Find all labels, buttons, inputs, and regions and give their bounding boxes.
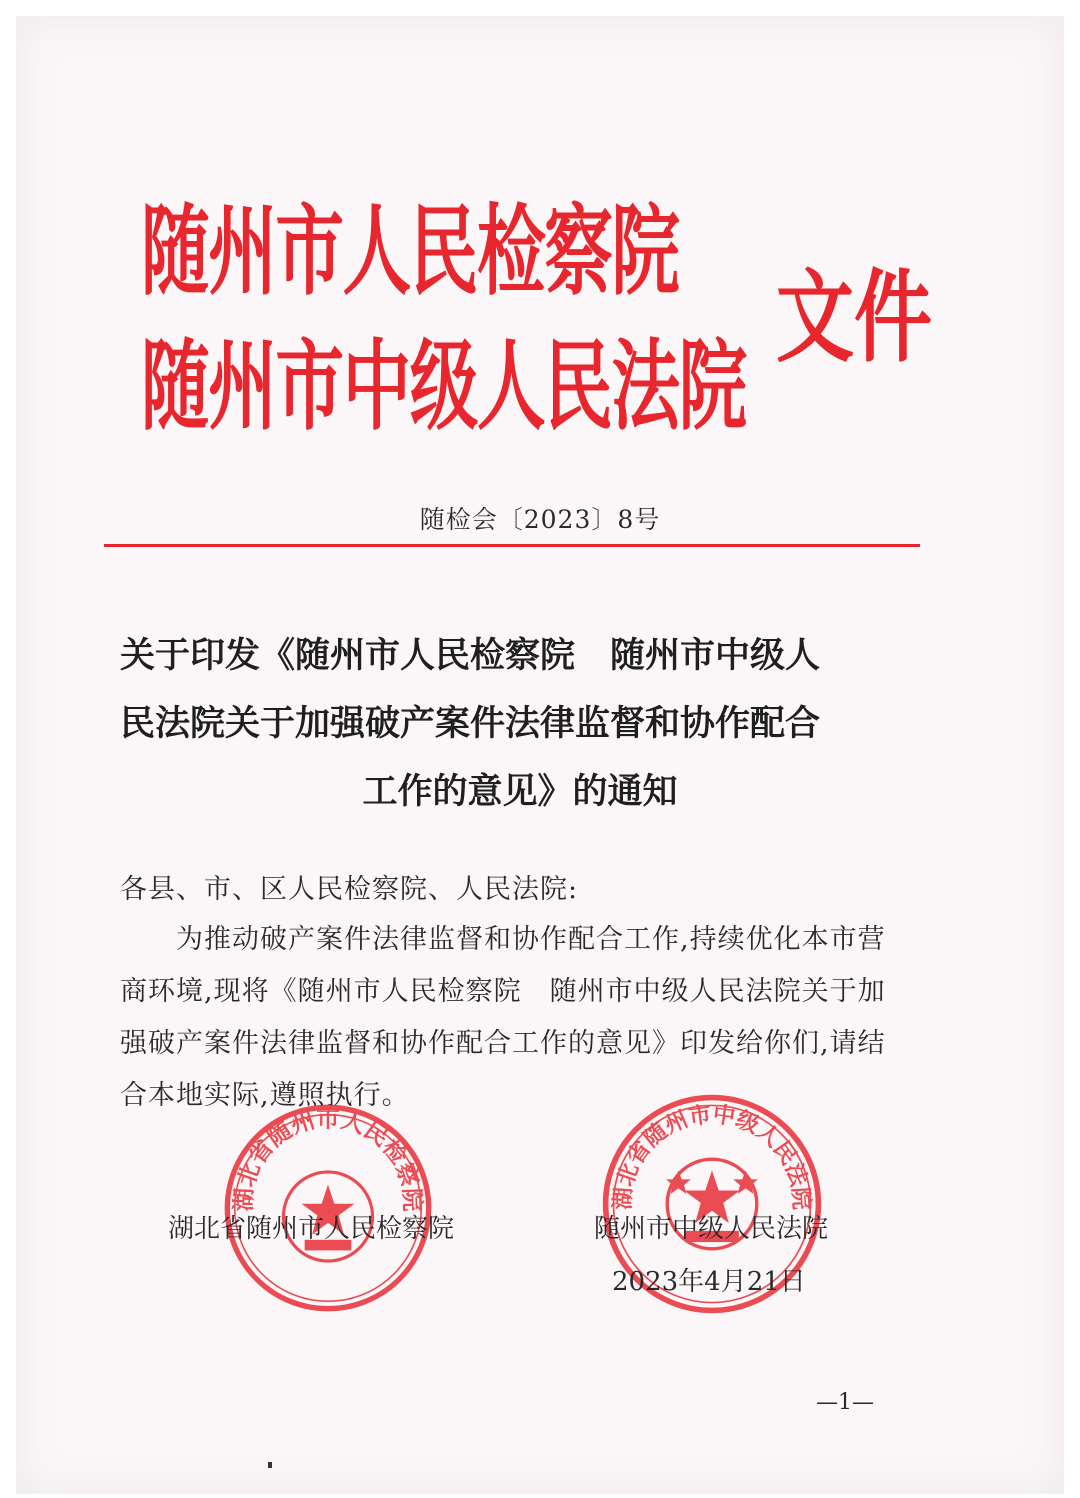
scan-speck — [268, 1462, 272, 1468]
signer-procuratorate: 湖北省随州市人民检察院 — [168, 1214, 455, 1244]
document-page — [16, 16, 1064, 1494]
red-divider-line — [104, 544, 920, 547]
seal-left-text: 湖北省随州市人民检察院 — [230, 1105, 426, 1212]
header-court: 随州市中级人民法院 — [141, 329, 746, 444]
signer-court: 随州市中级人民法院 — [594, 1214, 829, 1244]
addressee: 各县、市、区人民检察院、人民法院: — [120, 874, 579, 905]
seal-right-text: 湖北省随州市中级人民法院 — [609, 1101, 815, 1211]
issue-date: 2023年4月21日 — [612, 1267, 806, 1297]
header-procuratorate: 随州市人民检察院 — [141, 194, 679, 309]
body-line: 合本地实际,遵照执行。 — [120, 1080, 410, 1111]
header-document-label: 文件 — [776, 258, 932, 376]
body-line: 商环境,现将《随州市人民检察院 随州市中级人民法院关于加 — [120, 976, 886, 1007]
document-number: 随检会〔2023〕8号 — [419, 505, 661, 534]
title-line: 关于印发《随州市人民检察院 随州市中级人 — [120, 635, 821, 676]
body-paragraph — [120, 914, 920, 1122]
title-line: 工作的意见》的通知 — [362, 771, 678, 812]
body-line: 强破产案件法律监督和协作配合工作的意见》印发给你们,请结 — [120, 1028, 886, 1059]
page-number: —1— — [816, 1390, 874, 1415]
body-line: 为推动破产案件法律监督和协作配合工作,持续优化本市营 — [176, 924, 886, 955]
notice-title — [120, 622, 920, 826]
title-line: 民法院关于加强破产案件法律监督和协作配合 — [120, 703, 821, 744]
